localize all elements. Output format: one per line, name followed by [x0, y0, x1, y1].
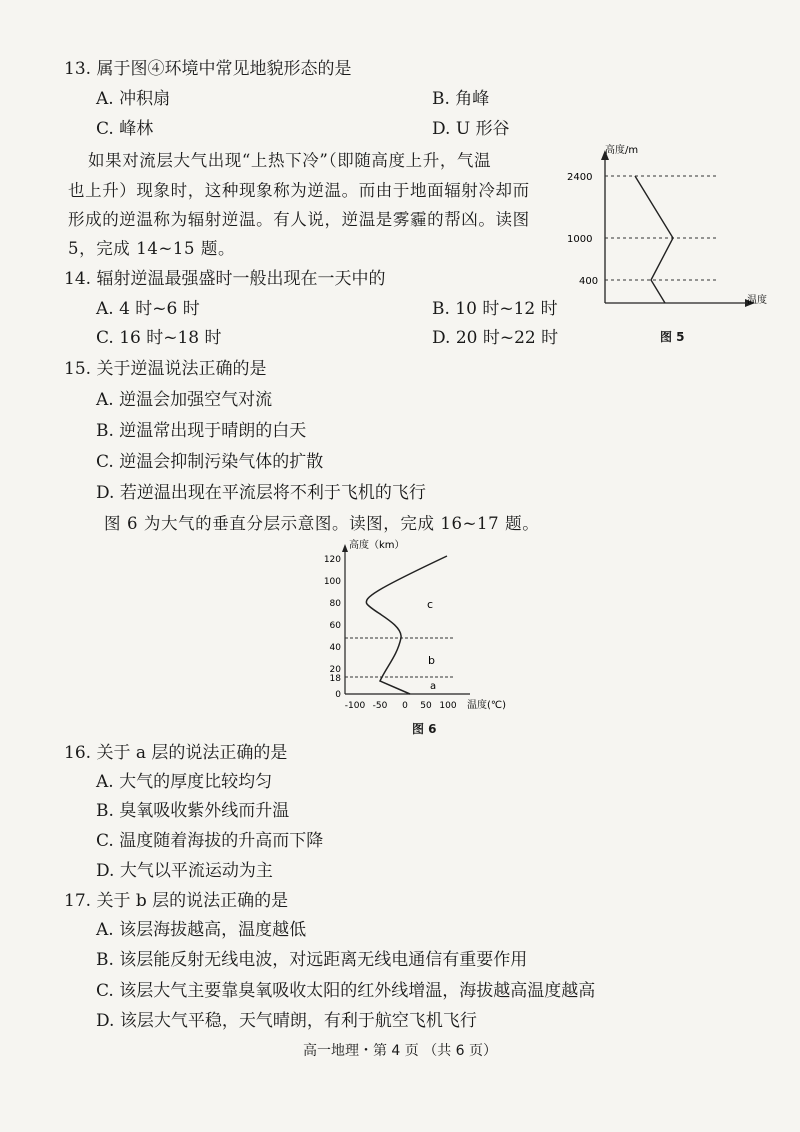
fig6-ytick-18: 18	[329, 674, 341, 684]
fig5-temperature-profile	[635, 176, 673, 303]
passage2: 图 6 为大气的垂直分层示意图。读图，完成 16~17 题。	[104, 514, 540, 533]
q14-option-c: C. 16 时~18 时	[96, 328, 222, 348]
q17-option-c: C. 该层大气主要靠臭氧吸收太阳的红外线增温，海拔越高温度越高	[96, 981, 596, 1001]
fig6-layer-b: b	[428, 654, 435, 667]
question-14-stem: 14. 辐射逆温最强盛时一般出现在一天中的	[64, 269, 386, 289]
fig6-temperature-curve	[366, 556, 447, 694]
fig6-xtick-50: 50	[420, 701, 432, 711]
fig6-ytick-120: 120	[323, 555, 341, 565]
fig5-xlabel: 温度	[747, 295, 767, 306]
q14-option-d: D. 20 时~22 时	[432, 328, 559, 348]
page-footer: 高一地理・第 4 页 （共 6 页）	[302, 1043, 498, 1059]
fig6-ytick-60: 60	[329, 621, 341, 631]
question-16-stem: 16. 关于 a 层的说法正确的是	[64, 743, 288, 763]
q15-option-c: C. 逆温会抑制污染气体的扩散	[96, 452, 324, 472]
q14-option-b: B. 10 时~12 时	[432, 299, 558, 319]
fig6-layer-a: a	[430, 681, 437, 692]
fig6-ylabel: 高度（km）	[349, 540, 405, 551]
passage1-line-1: 如果对流层大气出现“上热下冷”（即随高度上升，气温	[88, 151, 492, 170]
fig6-xtick-neg100: -100	[344, 701, 366, 711]
fig6-ytick-100: 100	[323, 577, 341, 587]
q13-option-d: D. U 形谷	[432, 119, 510, 139]
fig5-ylabel: 高度/m	[605, 145, 639, 156]
fig5-ytick-1000: 1000	[567, 234, 593, 245]
passage1-line-3: 形成的逆温称为辐射逆温。有人说，逆温是雾霾的帮凶。读图	[68, 210, 530, 229]
q15-option-b: B. 逆温常出现于晴朗的白天	[96, 421, 307, 441]
q16-option-c: C. 温度随着海拔的升高而下降	[96, 831, 324, 851]
q14-option-a: A. 4 时~6 时	[96, 299, 200, 319]
question-15-stem: 15. 关于逆温说法正确的是	[64, 359, 267, 379]
figure-5-caption: 图 5	[660, 330, 685, 344]
q17-option-d: D. 该层大气平稳，天气晴朗，有利于航空飞机飞行	[96, 1011, 477, 1031]
fig6-ytick-80: 80	[329, 599, 341, 609]
fig6-ytick-0: 0	[335, 690, 341, 700]
figure-6-caption: 图 6	[412, 722, 437, 736]
q15-option-d: D. 若逆温出现在平流层将不利于飞机的飞行	[96, 483, 426, 503]
q13-option-c: C. 峰林	[96, 119, 154, 139]
question-13-stem: 13. 属于图④环境中常见地貌形态的是	[64, 59, 352, 79]
fig5-ytick-2400: 2400	[567, 172, 593, 183]
fig6-layer-c: c	[427, 598, 434, 611]
fig6-ytick-20: 20	[329, 665, 341, 675]
q15-option-a: A. 逆温会加强空气对流	[96, 390, 273, 410]
passage1-line-4: 5，完成 14~15 题。	[68, 239, 236, 258]
passage1-line-2: 也上升）现象时，这种现象称为逆温。而由于地面辐射冷却而	[68, 181, 530, 200]
q16-option-a: A. 大气的厚度比较均匀	[96, 772, 273, 792]
question-17-stem: 17. 关于 b 层的说法正确的是	[64, 891, 289, 911]
figure-6-diagram	[315, 538, 530, 718]
q17-option-a: A. 该层海拔越高，温度越低	[96, 920, 307, 940]
fig5-ytick-400: 400	[579, 276, 599, 287]
q16-option-d: D. 大气以平流运动为主	[96, 861, 273, 881]
fig6-xlabel: 温度(℃)	[467, 700, 507, 711]
q16-option-b: B. 臭氧吸收紫外线而升温	[96, 801, 290, 821]
fig6-xtick-0: 0	[402, 701, 408, 711]
fig6-xtick-100: 100	[439, 701, 457, 711]
q13-option-a: A. 冲积扇	[96, 89, 171, 109]
q17-option-b: B. 该层能反射无线电波，对远距离无线电通信有重要作用	[96, 950, 528, 970]
figure-5-diagram	[565, 140, 780, 340]
q13-option-b: B. 角峰	[432, 89, 490, 109]
fig6-xtick-neg50: -50	[372, 701, 388, 711]
fig6-ytick-40: 40	[329, 643, 341, 653]
